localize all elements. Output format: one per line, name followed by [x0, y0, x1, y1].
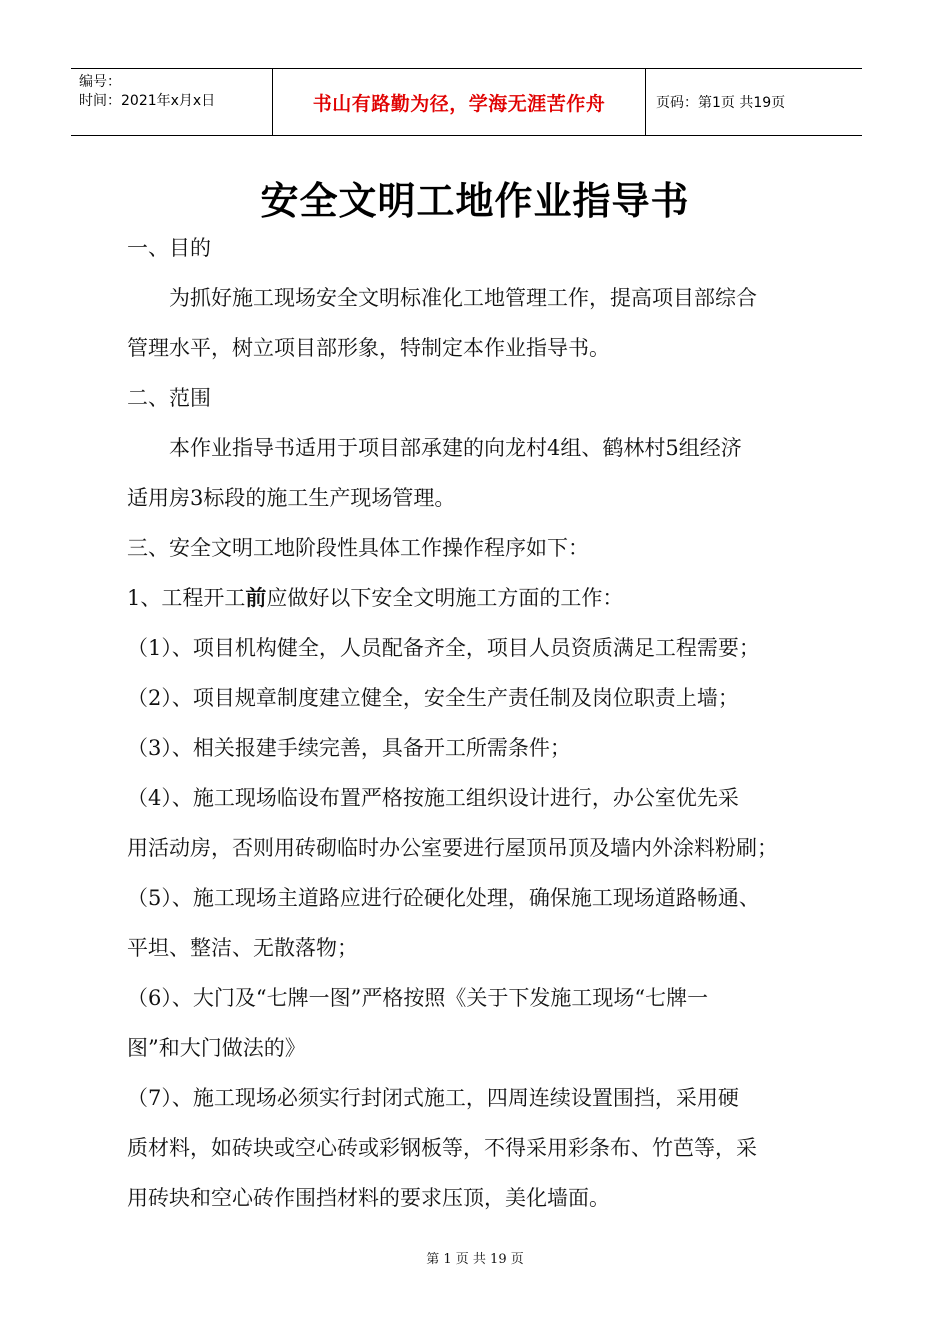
- paragraph-line: 适用房3标段的施工生产现场管理。: [127, 486, 456, 510]
- list-item-continuation: 用活动房，否则用砖砌临时办公室要进行屋顶吊顶及墙内外涂料粉刷；: [127, 836, 778, 860]
- list-item: （4）、施工现场临设布置严格按施工组织设计进行，办公室优先采: [127, 786, 739, 810]
- list-item: （1）、项目机构健全，人员配备齐全，项目人员资质满足工程需要；: [127, 636, 760, 660]
- header-page-info: 页码：第1页 共19页: [656, 95, 786, 111]
- list-item-continuation: 图”和大门做法的》: [127, 1036, 306, 1060]
- item-heading-text-c: 应做好以下安全文明施工方面的工作：: [266, 586, 624, 610]
- paragraph-line: 本作业指导书适用于项目部承建的向龙村4组、鹤林村5组经济: [169, 436, 742, 460]
- document-title: 安全文明工地作业指导书: [260, 179, 690, 223]
- item-heading-text-a: 1、工程开工: [127, 586, 246, 610]
- header-meta: [71, 69, 272, 135]
- section-heading-procedure: 三、安全文明工地阶段性具体工作操作程序如下：: [127, 536, 589, 560]
- time-label: 时间：2021年x月x日: [79, 93, 216, 109]
- list-item: （2）、项目规章制度建立健全，安全生产责任制及岗位职责上墙；: [127, 686, 739, 710]
- item-heading: [127, 582, 623, 612]
- list-item-continuation: 平坦、整洁、无散落物；: [127, 936, 358, 960]
- list-item-continuation: 用砖块和空心砖作围挡材料的要求压顶，美化墙面。: [127, 1186, 610, 1210]
- list-item: （6）、大门及“七牌一图”严格按照《关于下发施工现场“七牌一: [127, 986, 709, 1010]
- number-label: 编号：: [79, 74, 121, 90]
- list-item: （7）、施工现场必须实行封闭式施工，四周连续设置围挡，采用硬: [127, 1086, 739, 1110]
- section-heading-scope: 二、范围: [127, 386, 211, 410]
- page-footer: 第 1 页 共 19 页: [426, 1252, 524, 1267]
- list-item: （3）、相关报建手续完善，具备开工所需条件；: [127, 736, 571, 760]
- list-item: （5）、施工现场主道路应进行砼硬化处理，确保施工现场道路畅通、: [127, 886, 760, 910]
- document-header: [71, 68, 862, 136]
- paragraph-line: 管理水平，树立项目部形象，特制定本作业指导书。: [127, 336, 610, 360]
- list-item-continuation: 质材料，如砖块或空心砖或彩钢板等，不得采用彩条布、竹芭等，采: [127, 1136, 757, 1160]
- section-heading-purpose: 一、目的: [127, 236, 211, 260]
- header-motto: 书山有路勤为径，学海无涯苦作舟: [272, 69, 646, 135]
- paragraph-line: 为抓好施工现场安全文明标准化工地管理工作，提高项目部综合: [169, 286, 757, 310]
- item-heading-bold: 前: [245, 585, 267, 610]
